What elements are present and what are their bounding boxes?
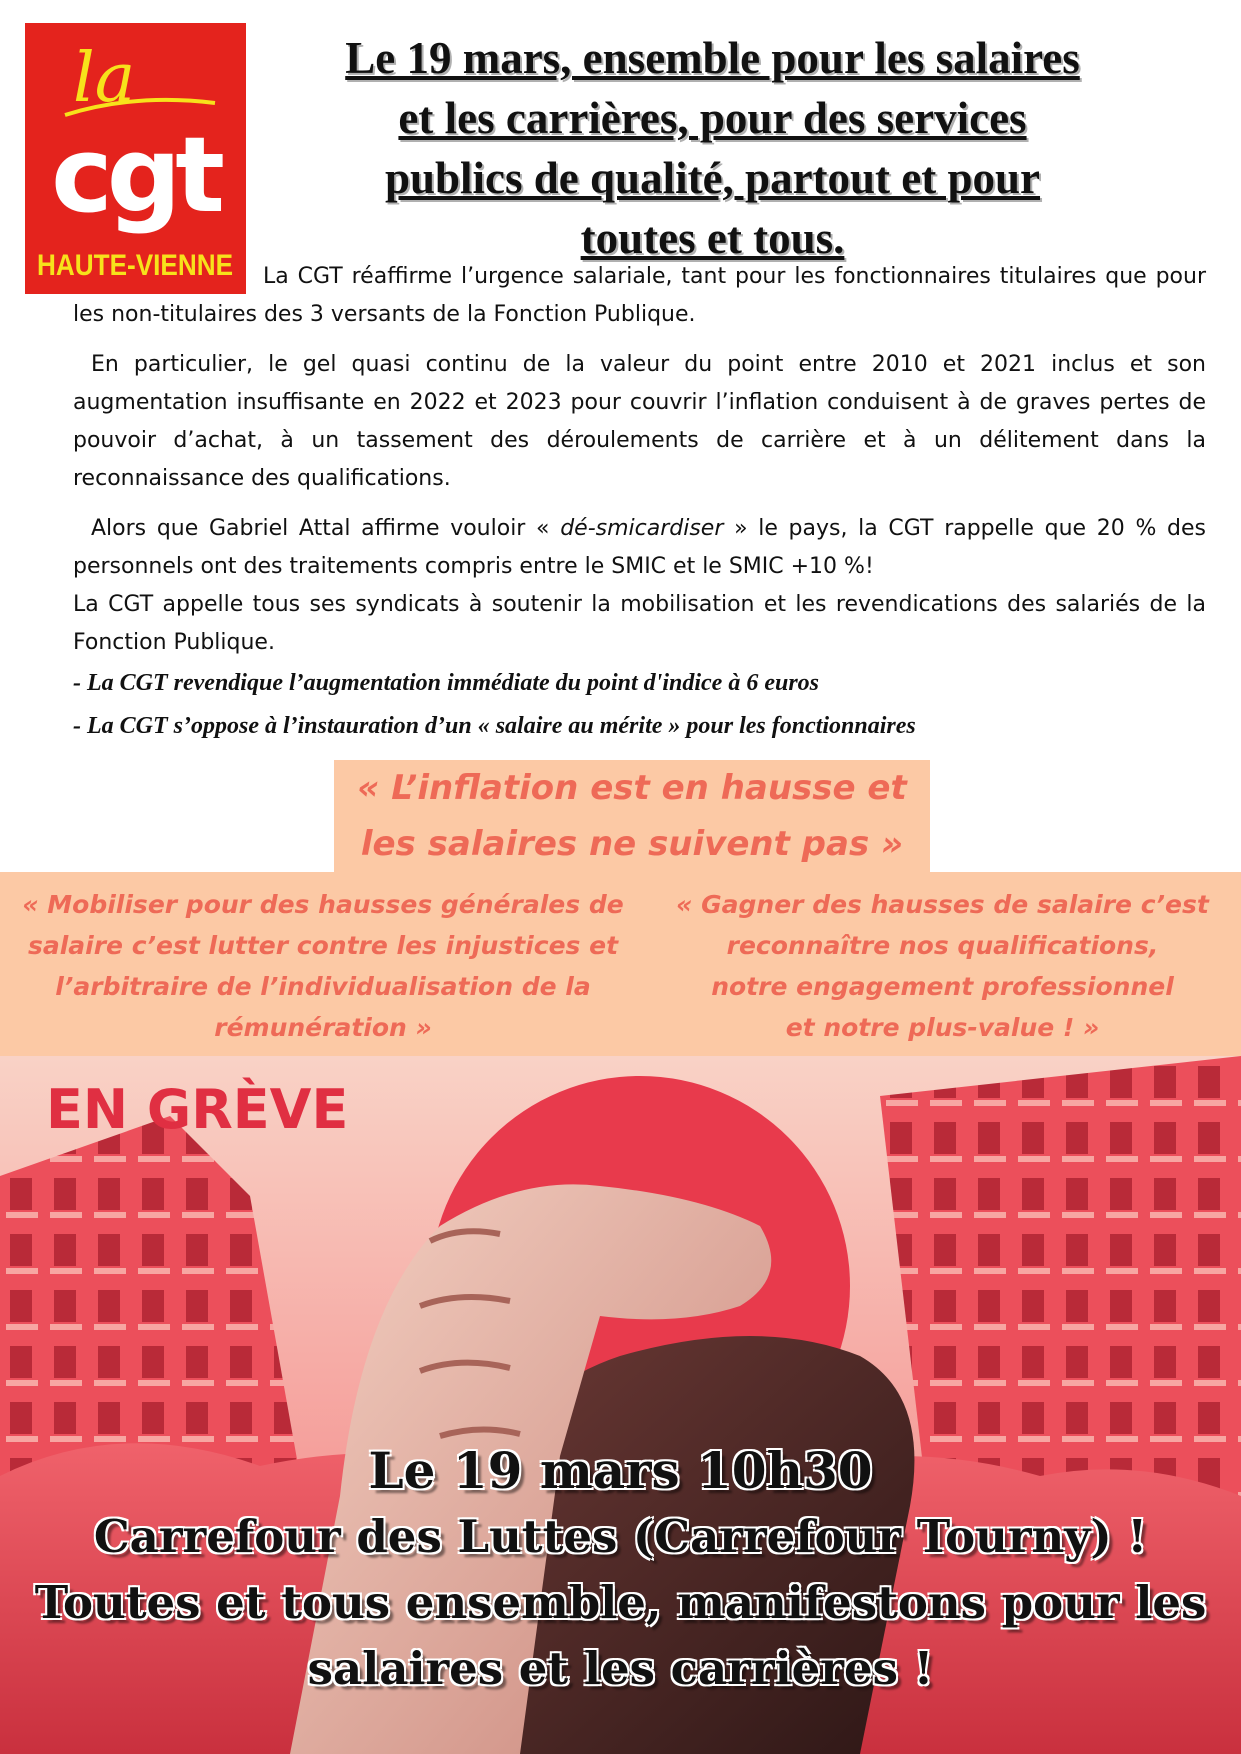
call-location: Carrefour des Luttes (Carrefour Tourny) ! [93, 1510, 1148, 1563]
call-rally-line-2: salaires et les carrières ! [307, 1642, 934, 1695]
quote-inflation [334, 760, 930, 872]
demand-merit-pay: - La CGT s’oppose à l’instauration d’un « salaire au mérite » pour les fonctionnaires [73, 713, 916, 739]
paragraph-smic-end: » le pays, la CGT rappelle que 20 % des personnels ont des traitements compris entre le SMIC et le SMIC +10 %! [73, 516, 1206, 579]
quote-win-line-2: reconnaître nos qualifications, [726, 931, 1159, 960]
strike-label: EN GRÈVE [46, 1078, 349, 1141]
article-body [73, 258, 1206, 748]
quote-inflation-line-1: « L’inflation est en hausse et [357, 768, 907, 808]
page-title [260, 28, 1165, 268]
quote-win-line-4: et notre plus-value ! » [785, 1013, 1100, 1042]
quote-mobilize-line-4: rémunération » [214, 1013, 432, 1042]
cgt-logo-graphic [25, 23, 246, 294]
quote-win-line-1: « Gagner des hausses de salaire c’est [676, 890, 1209, 919]
paragraph-smic-italic: dé-smicardiser [560, 516, 724, 541]
strike-poster [0, 1056, 1241, 1754]
quote-inflation-line-2: les salaires ne suivent pas » [360, 824, 904, 864]
call-rally-line-1: Toutes et tous ensemble, manifestons pour les [34, 1576, 1207, 1629]
logo-brand-text: cgt [51, 114, 219, 236]
paragraph-salary-urgency: La CGT réaffirme l’urgence salariale, tant pour les fonctionnaires titulaires que pour les non-titulaires des 3 versants de la Fonction Publique. [73, 264, 1206, 327]
paragraph-call-unions: La CGT appelle tous ses syndicats à soutenir la mobilisation et les revendications des salariés de la Fonction Publique. [73, 592, 1206, 655]
call-to-action [0, 1438, 1241, 1702]
title-line-1: Le 19 mars, ensemble pour les salaires [345, 33, 1080, 83]
paragraph-smic-start: Alors que Gabriel Attal affirme vouloir « [91, 516, 561, 541]
quote-win [650, 884, 1235, 1048]
title-line-4: toutes et tous. [580, 213, 845, 263]
paragraph-smic [73, 510, 1206, 586]
logo-script-text: la [73, 39, 136, 118]
paragraph-point-freeze: En particulier, le gel quasi continu de la valeur du point entre 2010 et 2021 inclus et son augmentation insuffisante en 2022 et 2023 pour couvrir l’inflation conduisent à de graves pertes de pouvoir d’achat, à un tassement des déroulements de carrière et à un délitement dans la reconnaissance des qualifications. [73, 352, 1206, 491]
demand-point-index: - La CGT revendique l’augmentation immédiate du point d'indice à 6 euros [73, 670, 820, 696]
title-line-3: publics de qualité, partout et pour [384, 153, 1041, 203]
quote-mobilize [6, 884, 640, 1048]
call-date-time: Le 19 mars 10h30 [368, 1441, 873, 1500]
cgt-logo [25, 23, 246, 294]
logo-region-text: HAUTE-VIENNE [37, 249, 233, 282]
quote-win-line-3: notre engagement professionnel [711, 972, 1174, 1001]
quote-mobilize-line-1: « Mobiliser pour des hausses générales de [22, 890, 624, 919]
title-line-2: et les carrières, pour des services [398, 93, 1027, 143]
quote-mobilize-line-2: salaire c’est lutter contre les injustices et [27, 931, 619, 960]
quote-mobilize-line-3: l’arbitraire de l’individualisation de la [55, 972, 591, 1001]
quote-band [0, 872, 1241, 1056]
